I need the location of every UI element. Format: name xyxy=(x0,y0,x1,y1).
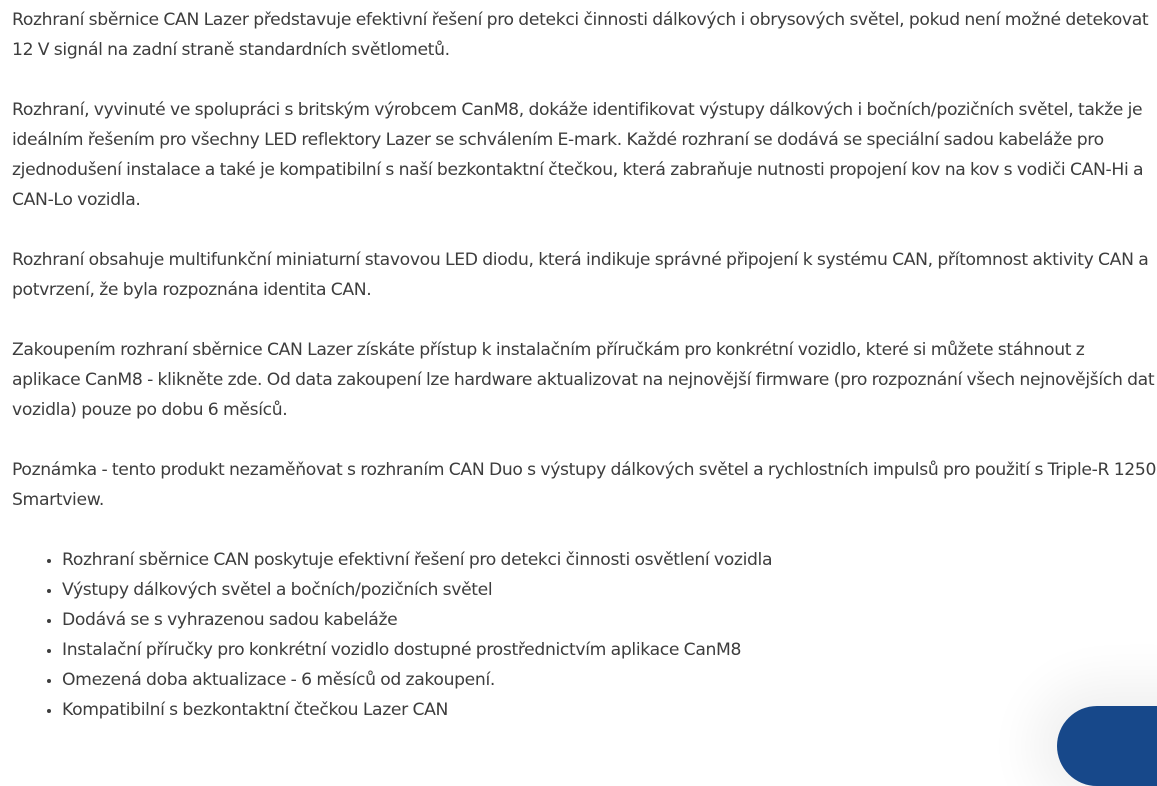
feature-list xyxy=(12,545,1157,725)
paragraph-purchase: Zakoupením rozhraní sběrnice CAN Lazer získáte přístup k instalačním příručkám pro konkrétní vozidlo, které si můžete stáhnout z aplikace CanM8 - klikněte zde. Od data zakoupení lze hardware aktualizovat na nejnovější firmware (pro rozpoznání všech nejnovějších dat vozidla) pouze po dobu 6 měsíců. xyxy=(12,340,1155,420)
list-item: • Výstupy dálkových světel a bočních/pozičních světel xyxy=(62,575,1157,605)
list-item: • Rozhraní sběrnice CAN poskytuje efektivní řešení pro detekci činnosti osvětlení vozidla xyxy=(62,545,1157,575)
list-item: • Instalační příručky pro konkrétní vozidlo dostupné prostřednictvím aplikace CanM8 xyxy=(62,635,1157,665)
list-item: • Omezená doba aktualizace - 6 měsíců od zakoupení. xyxy=(62,665,1157,695)
paragraph-canm8: Rozhraní, vyvinuté ve spolupráci s britským výrobcem CanM8, dokáže identifikovat výstupy dálkových i bočních/pozičních světel, takže je ideálním řešením pro všechny LED reflektory Lazer se schválením E-mark. Každé rozhraní se dodává se speciální sadou kabeláže pro zjednodušení instalace a také je kompatibilní s naší bezkontaktní čtečkou, která zabraňuje nutnosti propojení kov na kov s vodiči CAN-Hi a CAN-Lo vozidla. xyxy=(12,100,1144,210)
product-description xyxy=(12,5,1157,725)
list-item: • Kompatibilní s bezkontaktní čtečkou Lazer CAN xyxy=(62,695,1157,725)
chat-widget-button[interactable] xyxy=(1057,706,1157,786)
paragraph-note: Poznámka - tento produkt nezaměňovat s rozhraním CAN Duo s výstupy dálkových světel a rychlostních impulsů pro použití s Triple-R 1250 Smartview. xyxy=(12,460,1157,510)
paragraph-status-led: Rozhraní obsahuje multifunkční miniaturní stavovou LED diodu, která indikuje správné připojení k systému CAN, přítomnost aktivity CAN a potvrzení, že byla rozpoznána identita CAN. xyxy=(12,250,1149,300)
paragraph-intro: Rozhraní sběrnice CAN Lazer představuje efektivní řešení pro detekci činnosti dálkových i obrysových světel, pokud není možné detekovat 12 V signál na zadní straně standardních světlometů. xyxy=(12,10,1149,60)
list-item: • Dodává se s vyhrazenou sadou kabeláže xyxy=(62,605,1157,635)
